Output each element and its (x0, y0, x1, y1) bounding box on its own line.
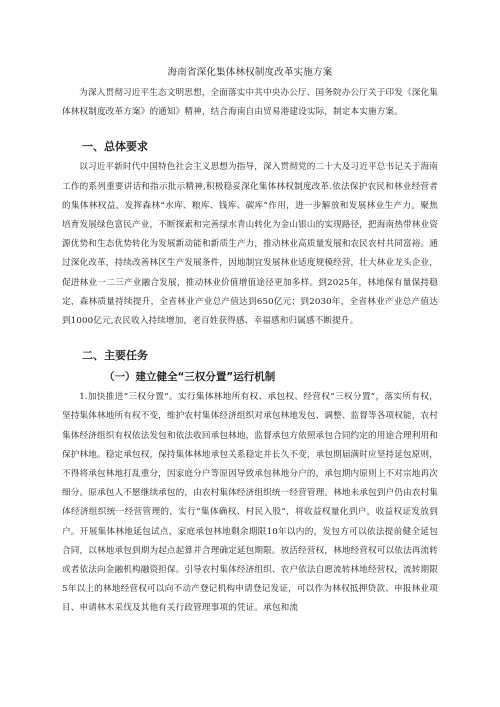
document-title: 海南省深化集体林权制度改革实施方案 (167, 67, 333, 78)
subsection-heading-three-rights: （一）建立健全“三权分置”运行机制 (104, 371, 276, 384)
section-heading-main-tasks: 二、主要任务 (82, 349, 148, 363)
general-requirements-paragraph: 以习近平新时代中国特色社会主义思想为指导，深入贯彻党的二十大及习近平总书记关于海南工作的系列重要讲话和指示批示精神,积极稳妥深化集体林权制度改革.依法保护农民和林业经营者的集体林权益，发挥森林“水库、粮库、钱库、碳库”作用，进一步解放和发展林业生产力。聚焦培育发展绿色富民产业，不断探索和完善绿水青山转化为金山银山的实现路径，把海南热带林业资源优势和生态优势转化为发展新动能和新质生产力，推动林业高质量发展和农民农村共同富裕。通过深化改革，持续改善林区生产发展条件，因地制宜发展林业适度规模经营，壮大林业龙头企业，促进林业一二三产业融合发展，推动林业价值增值途径更加多样。到2025年，林地保有量保持稳定，森林质量持续提升，全省林业产业总产值达到650亿元；到2030年，全省林业产业总产值达到1000亿元,农民收入持续增加，老百姓获得感、幸福感和归属感不断提升。 (62, 162, 438, 327)
section-heading-general-requirements: 一、总体要求 (82, 140, 148, 154)
three-rights-paragraph: 1.加快推进“三权分置”。实行集体林地所有权、承包权、经营权“三权分置”，落实所有权，坚持集体林地所有权不变，维护农村集体经济组织对承包林地发包、调整、监督等各项权能，农村集体经济组织有权依法发包和依法收回承包林地，监督承包方依照承包合同约定的用途合理利用和保护林地。稳定承包权，保持集体林地承包关系稳定并长久不变，承包期届满时应坚持延包原则，不得将承包林地打乱重分，因家庭分户等原因导致承包林地分户的，承包期内原则上不对宗地再次细分。原承包人不愿继续承包的，由农村集体经济组织统一经营管理。林地未承包到户仍由农村集体经济组织统一经营管理的，实行“集体确权、村民入股”，将收益权量化到户，收益权证发放到户。开展集体林地延包试点，家庭承包林地剩余期限10年以内的，发包方可以依法提前健全延包合同，以林地承包到期为起点起算并合理确定延包期限。放活经营权，林地经营权可以依法再流转或者依法向金融机构融资担保。引导农村集体经济组织、农户依法自愿流转林地经营权，流转期限5年以上的林地经营权可以向不动产登记机构申请登记发证，可以作为林权抵押贷款、申报林业项目、申请林木采伐及其他有关行政管理事项的凭证。承包和流 (62, 392, 438, 614)
intro-paragraph: 为深入贯彻习近平生态文明思想，全面落实中共中央办公厅、国务院办公厅关于印发《深化集体林权制度改革方案》的通知》精神，结合海南自由贸易港建设实际，制定本实施方案。 (62, 88, 438, 118)
